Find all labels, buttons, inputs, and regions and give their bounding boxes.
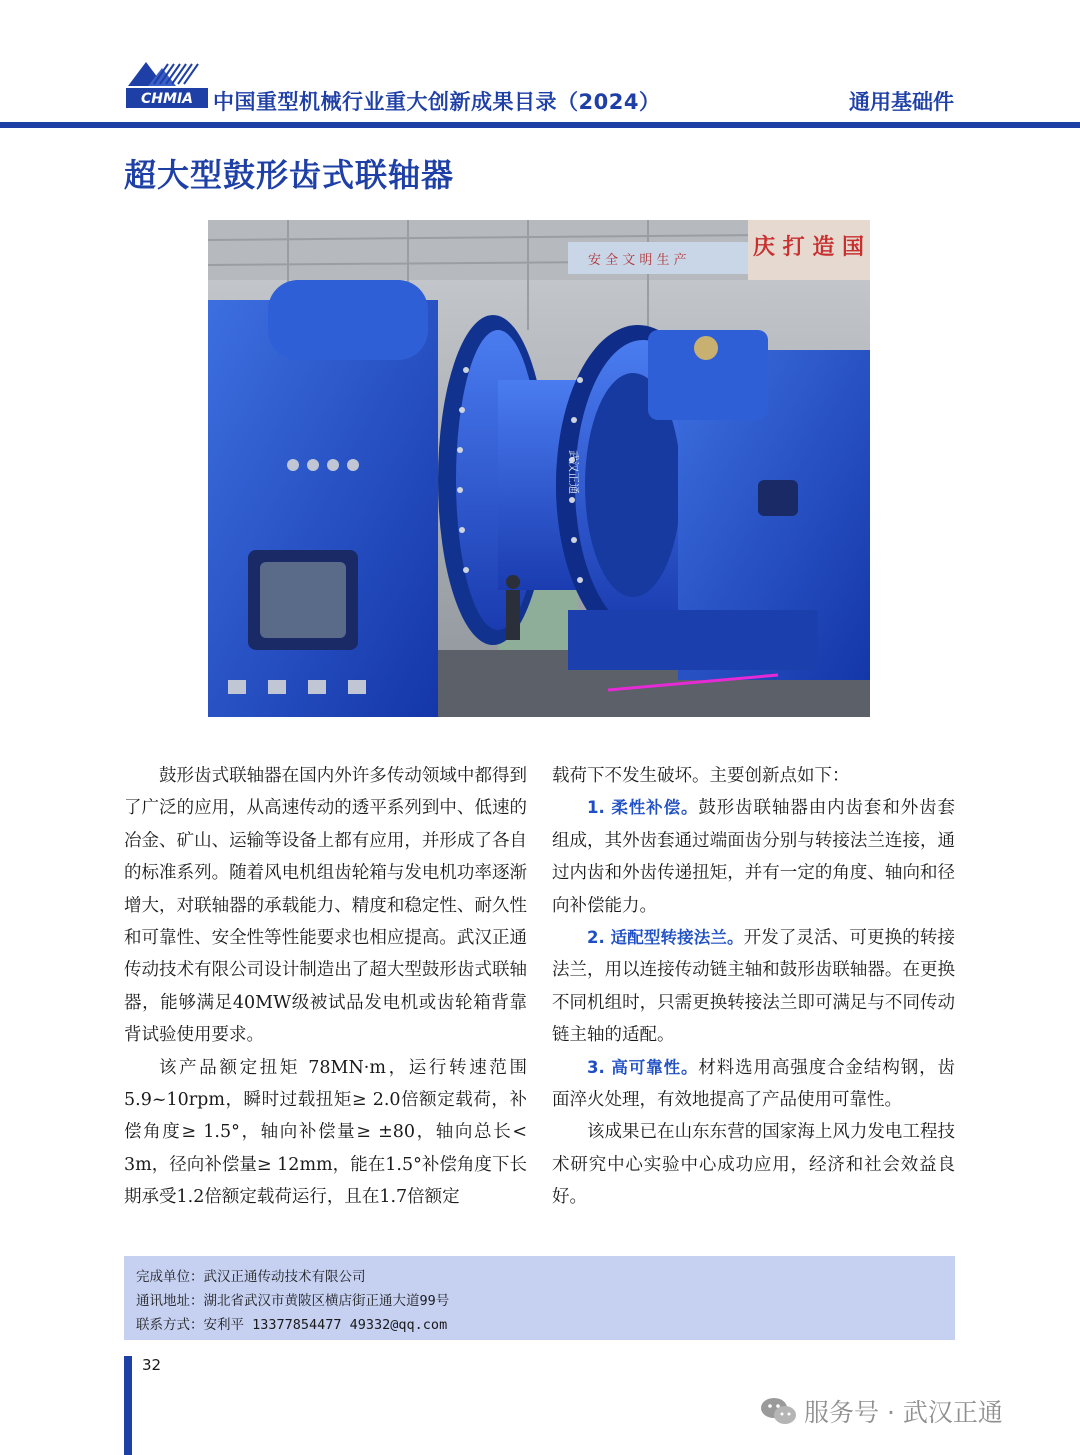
watermark-text: 服务号 · 武汉正通 xyxy=(804,1398,1003,1427)
wechat-icon xyxy=(760,1396,798,1432)
photo-banner-text: 安 全 文 明 生 产 xyxy=(588,253,687,268)
innovation-text: 鼓形齿联轴器由内齿套和外齿套组成，其外齿套通过端面齿分别与转接法兰连接，通过内齿和外齿传递扭矩，并有一定的角度、轴向和径向补偿能力。 xyxy=(552,798,956,916)
photo-brand-text: 武汉正通 xyxy=(567,450,580,494)
innovation-heading: 3. 高可靠性。 xyxy=(587,1057,699,1077)
logo-text: CHMIA xyxy=(141,91,193,107)
body-left-column xyxy=(124,760,527,1214)
header-section: 通用基础件 xyxy=(849,90,954,114)
photo-banner-text-2: 庆 打 造 国 xyxy=(753,235,864,260)
innovation-heading: 2. 适配型转接法兰。 xyxy=(587,928,744,948)
chmia-logo xyxy=(124,56,210,114)
watermark xyxy=(760,1393,1003,1432)
innovation-point xyxy=(552,922,955,1052)
info-unit: 完成单位：武汉正通传动技术有限公司 xyxy=(136,1269,366,1285)
body-paragraph: 该产品额定扭矩 78MN·m，运行转速范围5.9~10rpm，瞬时过载扭矩≥ 2.0倍额定载荷，补偿角度≥ 1.5°，轴向补偿量≥ ±80，轴向总长< 3m，径向补偿量≥ 12mm，能在1.5°补偿角度下长期承受1.2倍额定载荷运行，且在1.7倍额定 xyxy=(124,1057,527,1208)
page-bar xyxy=(124,1356,132,1455)
body-paragraph: 载荷下不发生破坏。主要创新点如下： xyxy=(552,766,850,786)
innovation-text: 开发了灵活、可更换的转接法兰，用以连接传动链主轴和鼓形齿联轴器。在更换不同机组时，只需更换转接法兰即可满足与不同传动链主轴的适配。 xyxy=(552,928,955,1046)
innovation-text: 材料选用高强度合金结构钢，齿面淬火处理，有效地提高了产品使用可靠性。 xyxy=(552,1057,956,1111)
info-contact: 联系方式：安利平 13377854477 49332@qq.com xyxy=(136,1317,448,1333)
innovation-heading: 1. 柔性补偿。 xyxy=(587,798,699,818)
info-box xyxy=(124,1256,955,1340)
info-address: 通讯地址：湖北省武汉市黄陂区横店街正通大道99号 xyxy=(136,1293,450,1309)
body-paragraph: 该成果已在山东东营的国家海上风力发电工程技术研究中心实验中心成功应用，经济和社会效益良好。 xyxy=(552,1122,955,1208)
innovation-point xyxy=(552,792,955,922)
body-paragraph: 鼓形齿式联轴器在国内外许多传动领域中都得到了广泛的应用，从高速传动的透平系列到中、低速的冶金、矿山、运输等设备上都有应用，并形成了各自的标准系列。随着风电机组齿轮箱与发电机功率逐渐增大，对联轴器的承载能力、精度和稳定性、耐久性和可靠性、安全性等性能要求也相应提高。武汉正通传动技术有限公司设计制造出了超大型鼓形齿式联轴器，能够满足40MW级被试品发电机或齿轮箱背靠背试验使用要求。 xyxy=(124,766,527,1046)
page-title: 超大型鼓形齿式联轴器 xyxy=(124,156,455,194)
header-rule xyxy=(0,122,1080,128)
product-photo xyxy=(208,220,870,717)
innovation-point xyxy=(552,1052,955,1117)
body-right-column xyxy=(552,760,955,1214)
page-number: 32 xyxy=(142,1356,162,1374)
header-title: 中国重型机械行业重大创新成果目录（2024） xyxy=(213,90,661,114)
